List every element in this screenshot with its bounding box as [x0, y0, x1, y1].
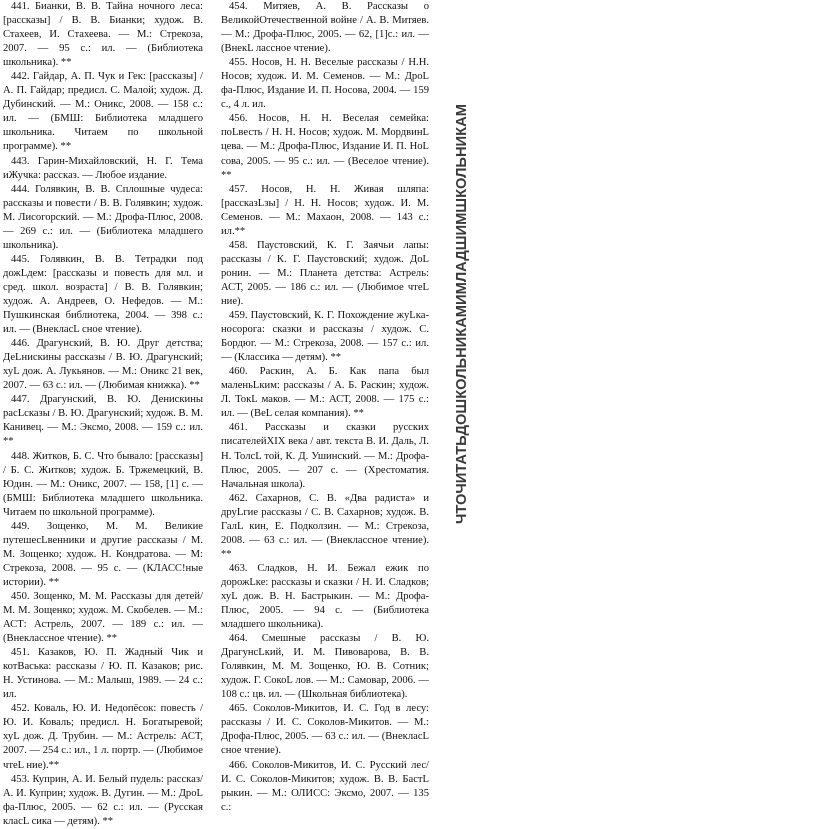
bibliography-entry: 447. Драгунский, В. Ю. Денискины расLсказы / В. Ю. Драгунский; худож. В. М. Канивец. — М.: Эксмо, 2008. — 159 с.: ил. ** [3, 394, 203, 448]
bibliography-entry: 462. Сахарнов, С. В. «Два радиста» и друLгие рассказы / С. В. Сахарнов; худож. В. ГалL кин, Е. Подколзин. — М.: Стрекоза, 2008. — 63 с.: ил. — (Внеклассное чтение). ** [221, 492, 429, 560]
bibliography-entry: 460. Раскин, А. Б. Как папа был маленьLким: рассказы / А. Б. Раскин; худож. Л. ТокL маков. — М.: АСТ, 2008. — 175 с.: ил. — (ВеL селая компания). ** [221, 366, 429, 420]
bibliography-entry: 451. Казаков, Ю. П. Жадный Чик и котВаська: рассказы / Ю. П. Казаков; рис. Н. Устинова. — М.: Малыш, 1989. — 24 с.: ил. [3, 647, 203, 701]
bibliography-entry: 441. Бианки, В. В. Тайна ночного леса: [рассказы] / В. В. Бианки; худож. В. Стахеев, И. Стахеева. — М.: Стрекоза, 2007. — 95 с.: ил. — (Библиотека школьника). ** [3, 1, 203, 69]
bibliography-entry: 455. Носов, Н. Н. Веселые рассказы / Н.Н. Носов; худож. И. М. Семенов. — М.: ДроL фа-Плюс, Издание И. П. Носова, 2004. — 159 с., 4 л. ил. [221, 57, 429, 111]
bibliography-entry: 464. Смешные рассказы / В. Ю. ДрагунсLкий, И. М. Пивоварова, В. В. Голявкин, М. М. Зощенко, Ю. В. Сотник; худож. Г. СокоL лов. — М.: Самовар, 2006. — 108 с.: цв. ил. — (Школьная библиотека). [221, 633, 429, 701]
bibliography-entry: 443. Гарин-Михайловский, Н. Г. Тема иЖучка: рассказ. — Любое издание. [3, 155, 203, 181]
left-column [3, 0, 203, 829]
bibliography-entry: 448. Житков, Б. С. Что бывало: [рассказы] / Б. С. Житков; худож. Б. Тржемецкий, В. Юдин. — М.: Оникс, 2007. — 158, [1] с. — (БМШ: Библиотека младшего школьника. Читаем по школьной программе). [3, 450, 203, 518]
bibliography-entry: 452. Коваль, Ю. И. Недопёсок: повесть /Ю. И. Коваль; предисл. Н. Богатыревой; хуL дож. Д. Трубин. — М.: Астрель: АСТ, 2007. — 254 с.: ил., 1 л. портр. — (Любимое чтеL ние).** [3, 703, 203, 771]
bibliography-entry: 454. Митяев, А. В. Рассказы о ВеликойОтечественной войне / А. В. Митяев. — М.: Дрофа-Плюс, 2005. — 62, [1]с.: ил. — (ВнекL лассное чтение). [221, 1, 429, 55]
bibliography-entry: 458. Паустовский, К. Г. Заячьи лапы: рассказы / К. Г. Паустовский; худож. ДоL ронин. — М.: Планета детства: Астрель: АСТ, 2005. — 186 с.: ил. — (Любимое чтеL ние). [221, 239, 429, 307]
bibliography-entry: 466. Соколов-Микитов, И. С. Русский лес/ И. С. Соколов-Микитов; худож. В. В. БастL рыкин. — М.: ОЛИСС: Эксмо, 2007. — 135 с.: [221, 759, 429, 813]
bibliography-entry: 463. Сладков, Н. И. Бежал ежик по дорожLке: рассказы и сказки / Н. И. Сладков; хуL дож. В. Н. Бастрыкин. — М.: Дрофа-Плюс, 2005. — 94 с. — (Библиотека младшего школьника). [221, 562, 429, 631]
right-column [221, 0, 429, 815]
bibliography-entry: 457. Носов, Н. Н. Живая шляпа: [рассказLзы] / Н. Н. Носов; худож. И. М. Семенов. — М.: Махаон, 2008. — 143 с.: ил.** [221, 183, 429, 237]
bibliography-entry: 461. Рассказы и сказки русских писателейXIX века / авт. текста В. И. Даль, Л. Н. ТолсL той, К. Д. Ушинский. — М.: Дрофа-Плюс, 2005. — 207 с. — (Хрестоматия. Начальная школа). [221, 422, 429, 490]
bibliography-entry: 459. Паустовский, К. Г. Похождение жуLка-носорога: сказки и рассказы / худож. С. Бордюг. — М.: Стрекоза, 2008. — 157 с.: ил. — (Классика — детям). ** [221, 310, 429, 364]
bibliography-entry: 456. Носов, Н. Н. Веселая семейка: поLвесть / Н. Н. Носов; худож. М. МордвинL цева. — М.: Дрофа-Плюс, Издание И. П. НоL сова, 2005. — 95 с.: ил. — (Веселое чтение). ** [221, 113, 429, 181]
vertical-section-title [448, 0, 476, 627]
bibliography-entry: 446. Драгунский, В. Ю. Друг детства; ДеLнискины рассказы / В. Ю. Драгунский; хуL дож. А. Лукьянов. — М.: Оникс 21 век, 2007. — 63 с.: ил. — (Любимая книжка). ** [3, 338, 203, 392]
bibliography-entry: 465. Соколов-Микитов, И. С. Год в лесу: рассказы / И. С. Соколов-Микитов. — М.: Дрофа-Плюс, 2005. — 63 с.: ил. — (ВнеклаcL сное чтение). [221, 703, 429, 757]
bibliography-entry: 450. Зощенко, М. М. Рассказы для детей/ М. М. Зощенко; худож. М. Скобелев. — М.: АСТ: Астрель, 2007. — 189 с.: ил. — (Внеклассное чтение). ** [3, 590, 203, 645]
bibliography-entry: 453. Куприн, А. И. Белый пудель: рассказ/ А. И. Куприн; худож. В. Дугин. — М.: ДроL фа-Плюс, 2005. — 62 с.: ил. — (Русская класL сика — детям). ** [3, 773, 203, 827]
vertical-section-title-text: ЧТОЧИТАТЬДОШКОЛЬНИКАМИМЛАДШИМШКОЛЬНИКАМ [454, 103, 470, 524]
bibliography-entry: 444. Голявкин, В. В. Сплошные чудеса: рассказы и повести / В. В. Голявкин; худож. М. Лисогорский. — М.: Дрофа-Плюс, 2008. — 269 с.: ил. — (Библиотека младшего школьника). [3, 183, 203, 251]
bibliography-entry: 445. Голявкин, В. В. Тетрадки под дожLдем: [рассказы и повесть для мл. и сред. школ. возраста] / В. В. Голявкин; худож. А. Андреев, О. Нефедов. — М.: Пушкинская библиотека, 2004. — 398 с.: ил. — (ВнеклаcL сное чтение). [3, 253, 203, 336]
bibliography-entry: 449. Зощенко, М. М. Великие путешесLвенники и другие рассказы / М. М. Зощенко; худож. Н. Кондратова. — М: Стрекоза, 2008. — 95 с. — (КЛАСС!ные истории). ** [3, 520, 203, 588]
bibliography-entry: 442. Гайдар, А. П. Чук и Гек: [рассказы] /А. П. Гайдар; предисл. С. Малой; худож. Д. Дубинский. — М.: Оникс, 2008. — 158 с.: ил. — (БМШ: Библиотека младшего школьника. Читаем по школьной программе). ** [3, 71, 203, 153]
